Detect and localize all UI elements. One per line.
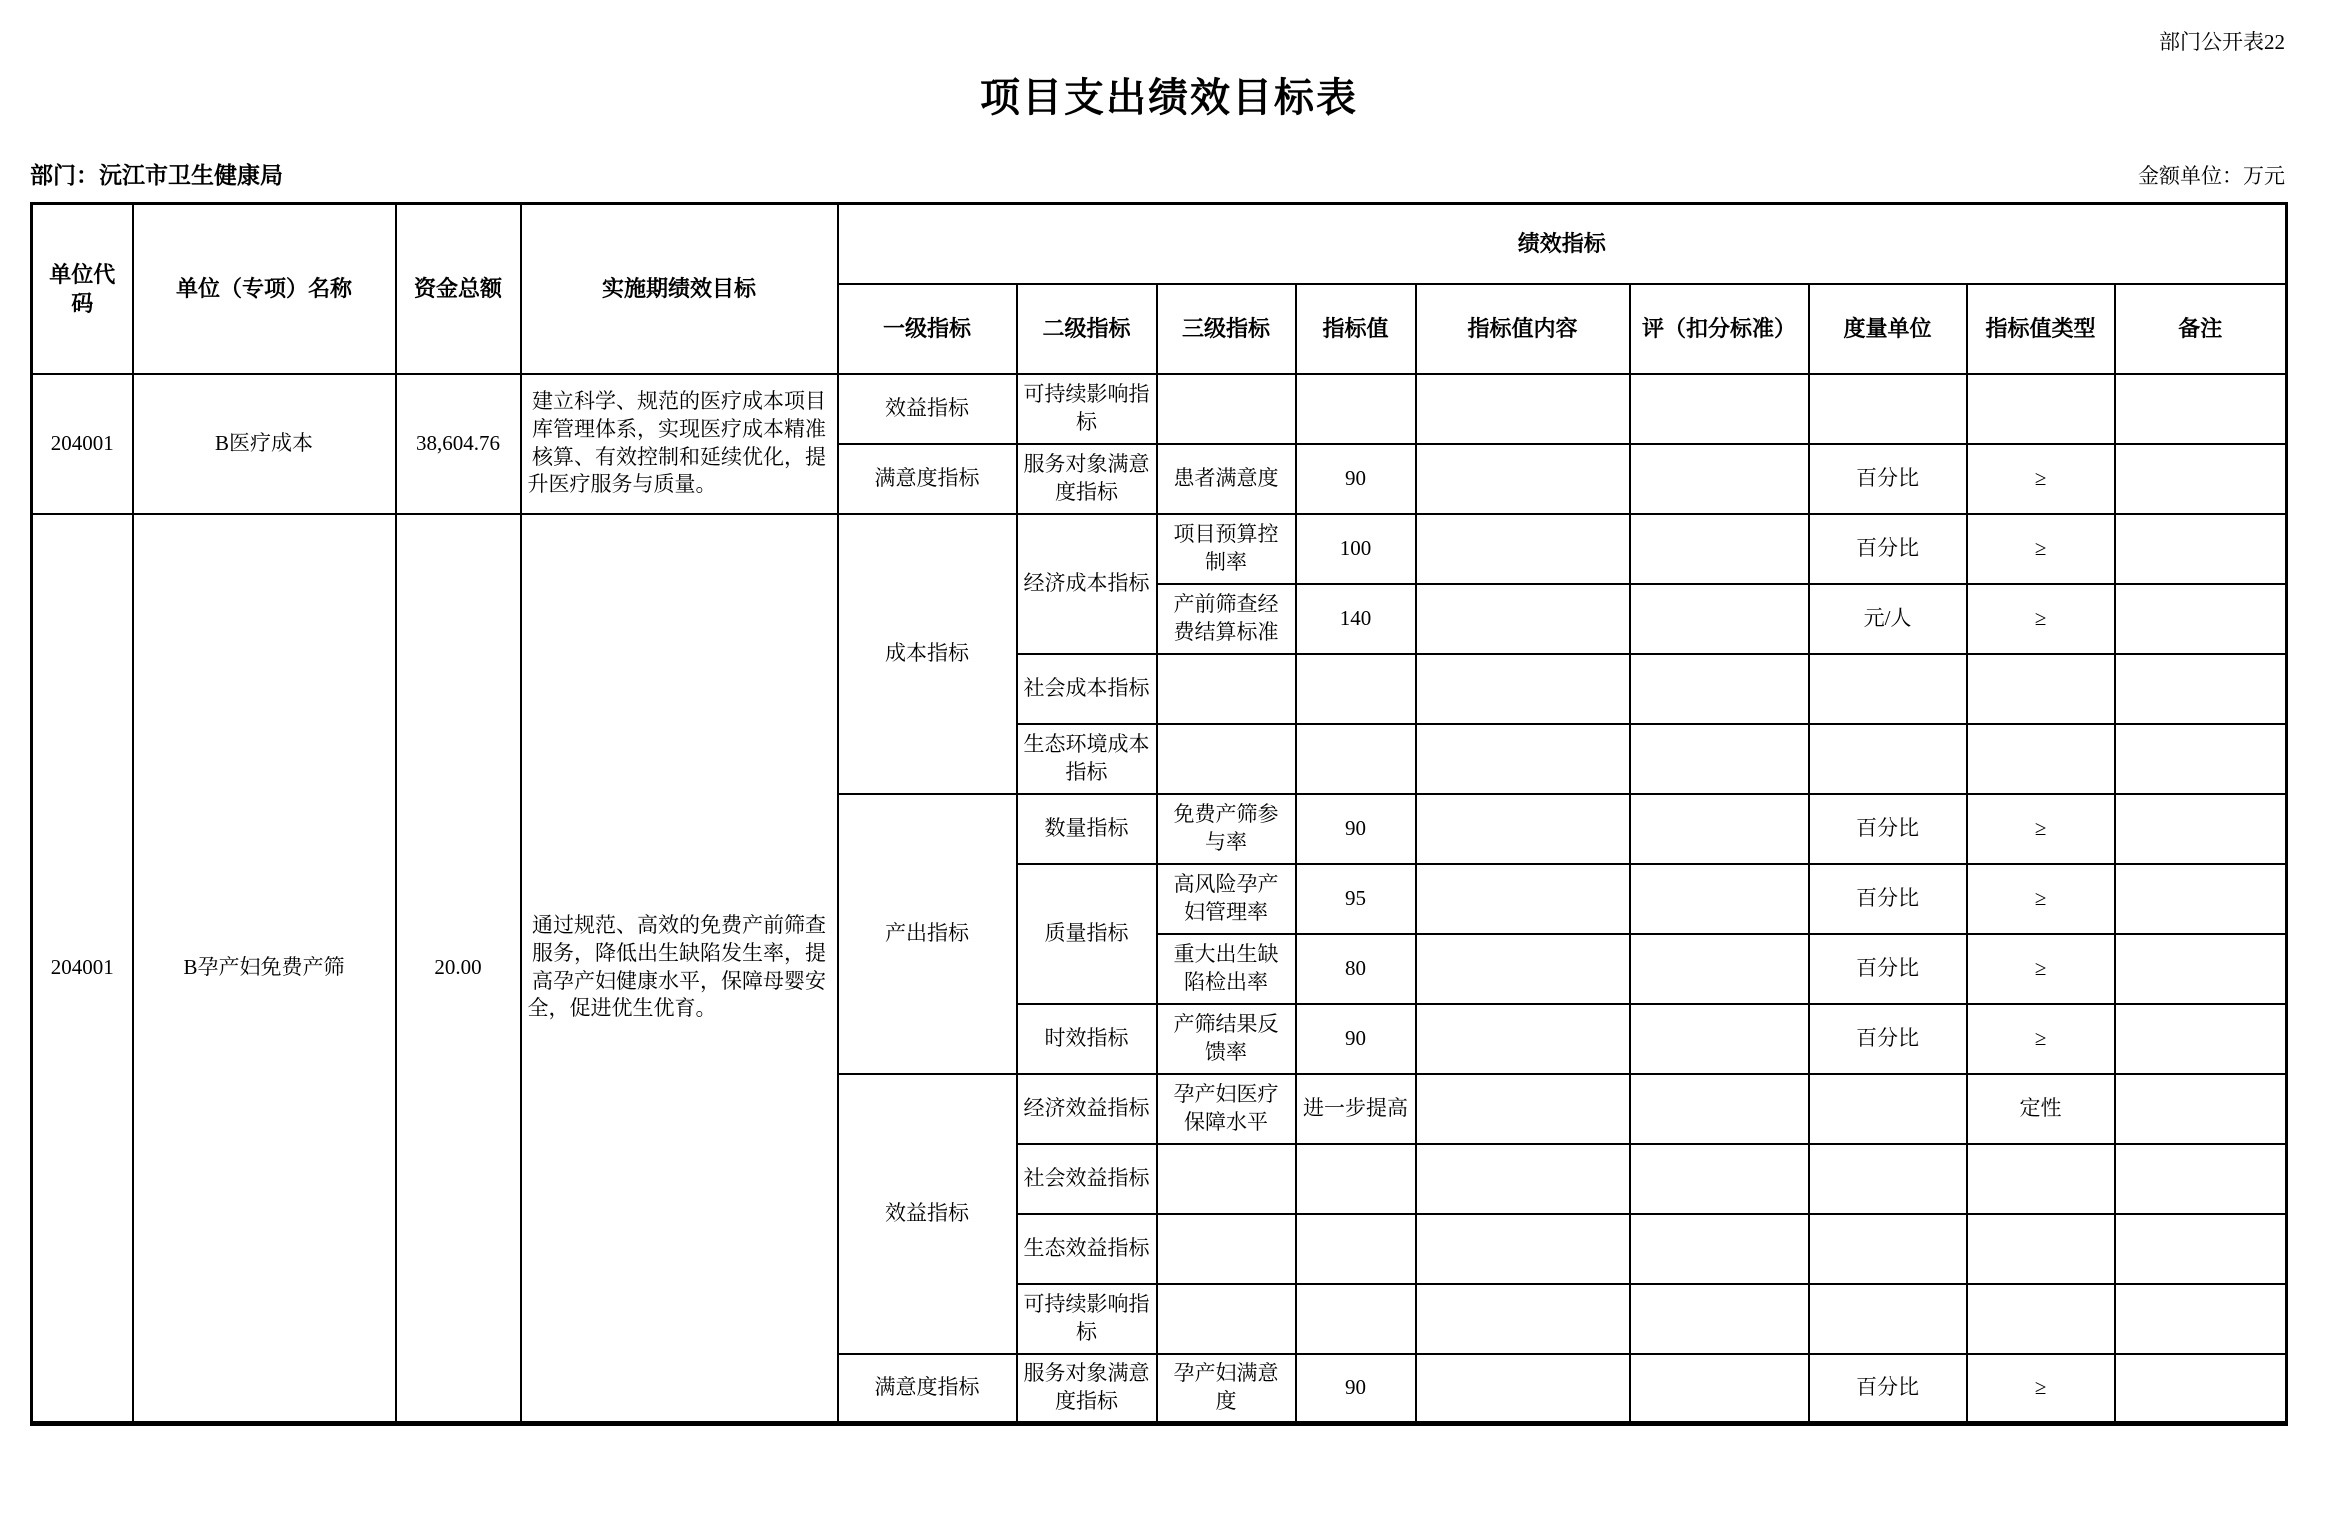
table-cell — [1630, 514, 1809, 584]
table-cell — [2115, 864, 2287, 934]
table-cell: 经济成本指标 — [1017, 514, 1157, 654]
table-cell: ≥ — [1967, 864, 2115, 934]
table-cell: 90 — [1296, 1004, 1416, 1074]
table-row — [32, 514, 2287, 584]
table-cell — [1416, 1354, 1630, 1424]
table-cell — [1416, 444, 1630, 514]
table-cell: 成本指标 — [838, 514, 1017, 794]
table-cell: 数量指标 — [1017, 794, 1157, 864]
header-performance-banner: 绩效指标 — [838, 204, 2287, 284]
table-cell — [2115, 444, 2287, 514]
table-cell: 效益指标 — [838, 374, 1017, 444]
table-cell: B孕产妇免费产筛 — [133, 514, 396, 1424]
table-cell — [1416, 514, 1630, 584]
amount-unit-label: 金额单位：万元 — [2138, 164, 2285, 188]
header-level2-indicator: 二级指标 — [1017, 284, 1157, 374]
table-cell — [1630, 654, 1809, 724]
table-cell — [1630, 724, 1809, 794]
table-cell — [1416, 794, 1630, 864]
table-cell — [1416, 374, 1630, 444]
table-cell — [1809, 1214, 1967, 1284]
table-cell: 百分比 — [1809, 444, 1967, 514]
table-cell — [2115, 934, 2287, 1004]
header-period-goal: 实施期绩效目标 — [521, 204, 838, 374]
table-cell: 满意度指标 — [838, 1354, 1017, 1424]
table-cell — [1809, 724, 1967, 794]
header-level3-indicator: 三级指标 — [1157, 284, 1296, 374]
table-cell — [1967, 654, 2115, 724]
table-cell — [2115, 514, 2287, 584]
table-cell: 患者满意度 — [1157, 444, 1296, 514]
table-cell: 重大出生缺陷检出率 — [1157, 934, 1296, 1004]
table-cell — [1630, 1144, 1809, 1214]
table-cell — [1809, 374, 1967, 444]
meta-row — [30, 157, 2285, 190]
table-cell — [1967, 724, 2115, 794]
table-cell: 140 — [1296, 584, 1416, 654]
table-cell — [1157, 1284, 1296, 1354]
table-cell: 百分比 — [1809, 864, 1967, 934]
table-cell: 时效指标 — [1017, 1004, 1157, 1074]
table-cell: 百分比 — [1809, 934, 1967, 1004]
table-cell: ≥ — [1967, 794, 2115, 864]
table-cell: 生态环境成本指标 — [1017, 724, 1157, 794]
table-cell — [1416, 584, 1630, 654]
table-cell — [1967, 1144, 2115, 1214]
header-remarks: 备注 — [2115, 284, 2287, 374]
table-cell — [1630, 1214, 1809, 1284]
table-cell: ≥ — [1967, 934, 2115, 1004]
table-cell — [1157, 1144, 1296, 1214]
table-cell: 进一步提高 — [1296, 1074, 1416, 1144]
table-cell: ≥ — [1967, 584, 2115, 654]
table-cell — [1630, 864, 1809, 934]
header-value-type: 指标值类型 — [1967, 284, 2115, 374]
table-cell: 百分比 — [1809, 794, 1967, 864]
table-cell — [1296, 654, 1416, 724]
sheet-number: 部门公开表22 — [2159, 30, 2285, 54]
table-cell — [1809, 654, 1967, 724]
header-unit-code: 单位代码 — [32, 204, 133, 374]
table-cell — [1416, 864, 1630, 934]
table-cell: 90 — [1296, 444, 1416, 514]
table-cell: 社会成本指标 — [1017, 654, 1157, 724]
table-cell — [2115, 794, 2287, 864]
department-label: 部门：沅江市卫生健康局 — [30, 162, 283, 188]
table-cell: 经济效益指标 — [1017, 1074, 1157, 1144]
table-cell: 定性 — [1967, 1074, 2115, 1144]
table-cell — [1630, 1074, 1809, 1144]
table-cell — [1296, 374, 1416, 444]
page-title: 项目支出绩效目标表 — [980, 76, 1358, 120]
table-cell: 服务对象满意度指标 — [1017, 444, 1157, 514]
table-cell — [1809, 1144, 1967, 1214]
table-cell — [1630, 1284, 1809, 1354]
table-cell — [1967, 1214, 2115, 1284]
table-cell: 90 — [1296, 794, 1416, 864]
table-cell: 服务对象满意度指标 — [1017, 1354, 1157, 1424]
table-cell — [1630, 374, 1809, 444]
table-cell — [1630, 444, 1809, 514]
table-cell: 产出指标 — [838, 794, 1017, 1074]
table-cell: ≥ — [1967, 444, 2115, 514]
table-cell — [1157, 374, 1296, 444]
table-cell: 孕产妇满意度 — [1157, 1354, 1296, 1424]
table-cell — [1296, 1144, 1416, 1214]
table-cell — [1967, 1284, 2115, 1354]
header-indicator-value: 指标值 — [1296, 284, 1416, 374]
table-cell: 生态效益指标 — [1017, 1214, 1157, 1284]
table-body — [32, 374, 2287, 1424]
table-cell: 100 — [1296, 514, 1416, 584]
table-cell: 百分比 — [1809, 1004, 1967, 1074]
performance-target-table — [30, 202, 2288, 1426]
table-cell: 孕产妇医疗保障水平 — [1157, 1074, 1296, 1144]
table-cell — [1967, 374, 2115, 444]
table-cell: ≥ — [1967, 1004, 2115, 1074]
table-cell: 可持续影响指标 — [1017, 1284, 1157, 1354]
table-cell: 项目预算控制率 — [1157, 514, 1296, 584]
table-cell — [1416, 1004, 1630, 1074]
header-total-fund: 资金总额 — [396, 204, 521, 374]
table-cell — [1296, 724, 1416, 794]
table-cell: 95 — [1296, 864, 1416, 934]
table-cell — [2115, 1354, 2287, 1424]
table-cell — [2115, 374, 2287, 444]
table-cell — [1809, 1284, 1967, 1354]
table-cell: 90 — [1296, 1354, 1416, 1424]
table-cell — [1416, 1144, 1630, 1214]
table-cell: 204001 — [32, 514, 133, 1424]
table-cell: 通过规范、高效的免费产前筛查服务，降低出生缺陷发生率，提高孕产妇健康水平，保障母婴安全，促进优生优育。 — [521, 514, 838, 1424]
table-cell: 百分比 — [1809, 1354, 1967, 1424]
table-cell: 20.00 — [396, 514, 521, 1424]
table-cell — [2115, 724, 2287, 794]
table-cell — [1416, 654, 1630, 724]
table-cell — [1416, 1214, 1630, 1284]
table-cell: 80 — [1296, 934, 1416, 1004]
table-cell: 百分比 — [1809, 514, 1967, 584]
table-cell: B医疗成本 — [133, 374, 396, 514]
table-cell: 满意度指标 — [838, 444, 1017, 514]
table-cell: 元/人 — [1809, 584, 1967, 654]
table-cell: 204001 — [32, 374, 133, 514]
table-cell — [1630, 934, 1809, 1004]
table-cell: 38,604.76 — [396, 374, 521, 514]
table-cell — [1630, 1354, 1809, 1424]
table-cell — [1630, 584, 1809, 654]
table-cell — [2115, 1214, 2287, 1284]
table-cell — [2115, 1074, 2287, 1144]
header-scoring-standard: 评（扣分标准） — [1630, 284, 1809, 374]
table-cell — [1296, 1214, 1416, 1284]
table-cell — [2115, 1284, 2287, 1354]
header-indicator-value-content: 指标值内容 — [1416, 284, 1630, 374]
table-cell: 社会效益指标 — [1017, 1144, 1157, 1214]
table-cell — [1157, 654, 1296, 724]
header-measure-unit: 度量单位 — [1809, 284, 1967, 374]
table-cell — [1809, 1074, 1967, 1144]
table-cell: 免费产筛参与率 — [1157, 794, 1296, 864]
table-cell — [1416, 934, 1630, 1004]
table-cell: ≥ — [1967, 514, 2115, 584]
table-cell: 建立科学、规范的医疗成本项目库管理体系，实现医疗成本精准核算、有效控制和延续优化，提升医疗服务与质量。 — [521, 374, 838, 514]
table-cell — [1416, 1074, 1630, 1144]
table-cell: 产筛结果反馈率 — [1157, 1004, 1296, 1074]
table-cell — [2115, 654, 2287, 724]
table-cell — [1416, 724, 1630, 794]
table-cell — [1630, 794, 1809, 864]
table-cell: 产前筛查经费结算标准 — [1157, 584, 1296, 654]
table-cell: ≥ — [1967, 1354, 2115, 1424]
table-cell: 效益指标 — [838, 1074, 1017, 1354]
table-cell — [2115, 1004, 2287, 1074]
table-cell — [1416, 1284, 1630, 1354]
table-cell: 可持续影响指标 — [1017, 374, 1157, 444]
table-cell: 质量指标 — [1017, 864, 1157, 1004]
table-row — [32, 374, 2287, 444]
table-cell: 高风险孕产妇管理率 — [1157, 864, 1296, 934]
table-cell — [1157, 724, 1296, 794]
table-cell — [1630, 1004, 1809, 1074]
header-level1-indicator: 一级指标 — [838, 284, 1017, 374]
header-unit-name: 单位（专项）名称 — [133, 204, 396, 374]
table-cell — [1157, 1214, 1296, 1284]
table-cell — [2115, 1144, 2287, 1214]
table-cell — [1296, 1284, 1416, 1354]
table-cell — [2115, 584, 2287, 654]
